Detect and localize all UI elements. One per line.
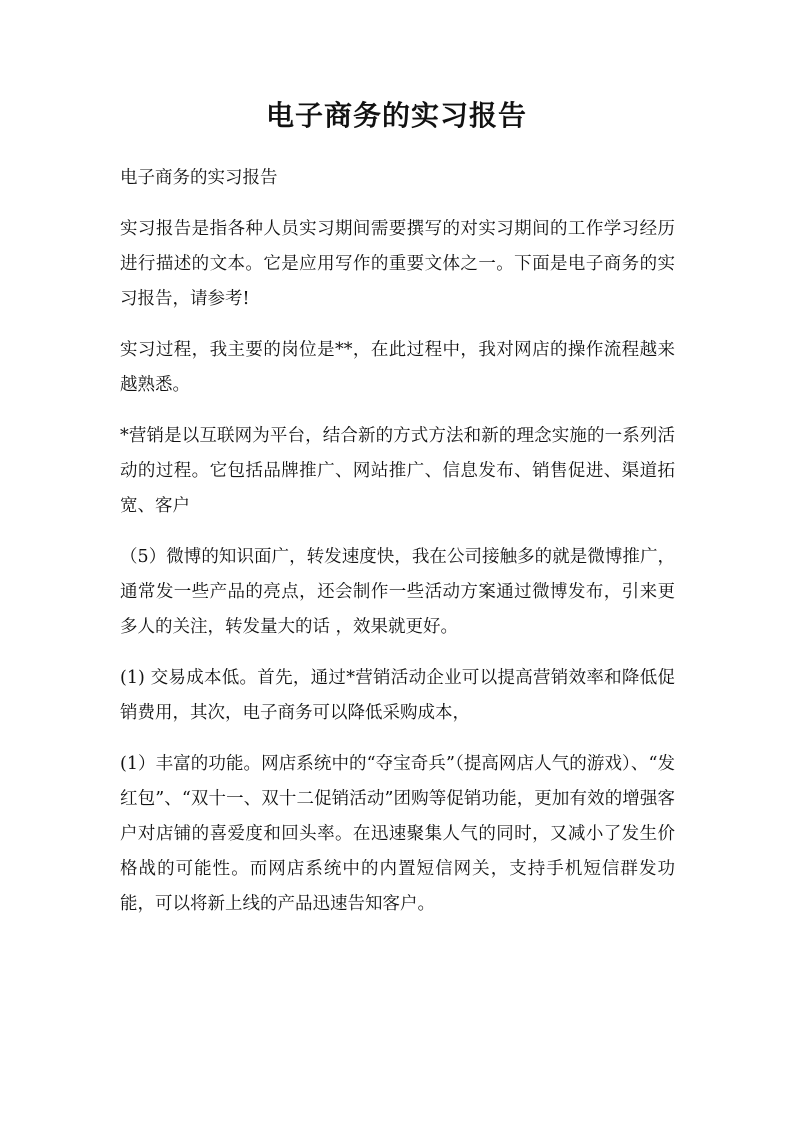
paragraph-process: 实习过程，我主要的岗位是**，在此过程中，我对网店的操作流程越来越熟悉。 <box>120 340 675 395</box>
paragraph-features: (1）丰富的功能。网店系统中的“夺宝奇兵”（提高网店人气的游戏）、“发红包”、“双十一、双十二促销活动”团购等促销功能，更加有效的增强客户对店铺的喜爱度和回头率。在迅速聚集人气的同时，又减小了发生价格战的可能性。而网店系统中的内置短信网关，支持手机短信群发功能，可以将新上线的产品迅速告知客户。 <box>120 754 675 914</box>
document-title: 电子商务的实习报告 <box>265 99 527 132</box>
paragraph-cost: (1) 交易成本低。首先，通过*营销活动企业可以提高营销效率和降低促销费用，其次，电子商务可以降低采购成本， <box>120 668 675 723</box>
paragraph-marketing: *营销是以互联网为平台，结合新的方式方法和新的理念实施的一系列活动的过程。它包括品牌推广、网站推广、信息发布、销售促进、渠道拓宽、客户 <box>120 426 675 516</box>
paragraph-intro: 实习报告是指各种人员实习期间需要撰写的对实习期间的工作学习经历进行描述的文本。它是应用写作的重要文体之一。下面是电子商务的实习报告，请参考! <box>120 219 675 309</box>
document-body <box>120 161 675 938</box>
paragraph-weibo: （5）微博的知识面广，转发速度快，我在公司接触多的就是微博推广，通常发一些产品的亮点，还会制作一些活动方案通过微博发布，引来更多人的关注，转发量大的话 ，效果就更好。 <box>120 547 675 637</box>
paragraph-subtitle: 电子商务的实习报告 <box>120 168 278 188</box>
